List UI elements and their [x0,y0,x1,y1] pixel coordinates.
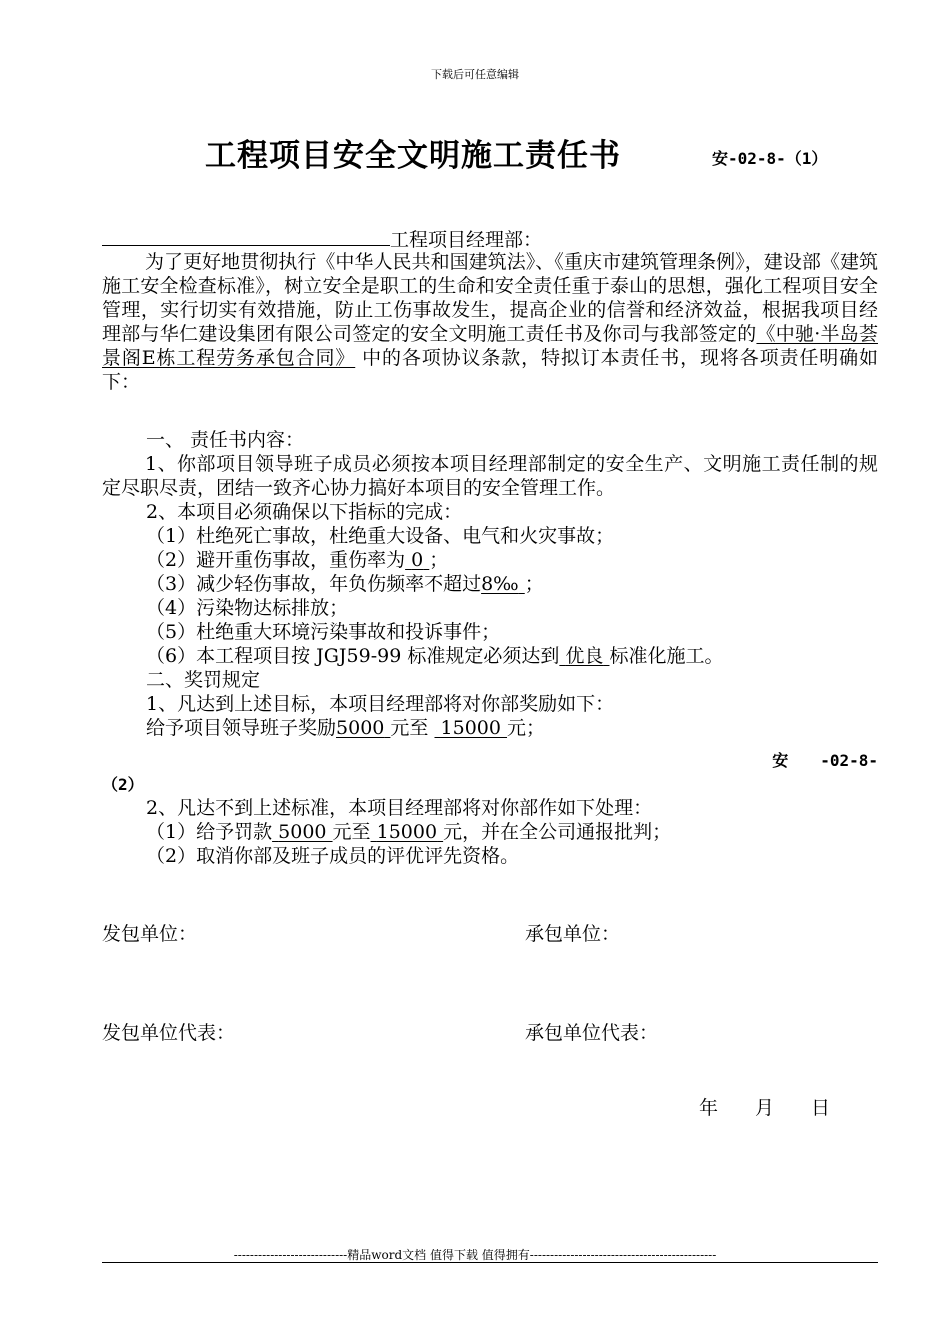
intro-text-1: 为了更好地贯彻执行《中华人民共和国建筑法》、《重庆市建筑管理条例》，建设部《建筑施工安全检查标准》，树立安全是职工的生命和安全责任重于泰山的思想，强化工程项目安全管理，实行切实有效措施，防止工伤事故发生，提高企业的信誉和经济效益，根据我项目经理部与华仁建设集团有限公司签定的安全文明施工责任书及你司与我部签定的 [102,251,878,345]
reward-end: 元； [507,717,546,739]
employer-rep-label: 发包单位代表： [102,1022,236,1044]
reward-amount [146,716,545,740]
penalty-max: 15000 [376,821,438,843]
penalty-label: （1）给予罚款 [146,821,273,843]
reward-label: 给予项目领导班子奖励 [146,717,337,739]
target-6 [146,644,723,668]
intro-paragraph [102,250,878,394]
contractor-rep-label: 承包单位代表： [525,1022,659,1044]
contractor-label: 承包单位： [525,923,621,945]
reward-mid: 元至 [390,717,429,739]
footer-rule [102,1262,878,1263]
target-3 [146,572,544,596]
section1-item2: 2、本项目必须确保以下指标的完成： [146,501,463,523]
target-4: （4）污染物达标排放； [146,597,349,619]
target-2 [146,548,448,572]
date-day: 日 [811,1097,831,1119]
addressee-blank [102,226,390,246]
penalty-1 [146,820,671,844]
reward-max: 15000 [440,717,501,739]
target-6-label: （6）本工程项目按 JGJ59-99 标准规定必须达到 [146,645,560,667]
addressee: 工程项目经理部： [390,229,543,251]
target-2-end: ； [429,549,449,571]
reward-1: 1、凡达到上述目标，本项目经理部将对你部奖励如下： [146,693,615,715]
header-note: 下载后可任意编辑 [431,68,519,81]
target-6-end: 标准化施工。 [609,645,724,667]
target-2-value: 0 [411,549,424,571]
intro-text-2: 中的各项协议条款，特拟订本责任书，现将各项责任明确如下： [102,347,878,393]
section2-heading: 二、奖罚规定 [146,669,261,691]
penalty-mid: 元至 [332,821,371,843]
target-3-end: ； [524,573,544,595]
target-6-value: 优良 [565,645,604,667]
document-code: 安-02-8-（1） [712,149,828,168]
footer-text: ----------------------------精品word文档 值得下载 值得拥有---------------------------------------------- [233,1248,717,1262]
target-3-value: 8‰ [481,573,519,595]
target-5: （5）杜绝重大环境污染事故和投诉事件； [146,621,501,643]
target-2-label: （2）避开重伤事故，重伤率为 [146,549,406,571]
document-title: 工程项目安全文明施工责任书 [205,138,621,174]
penalty-intro: 2、凡达不到上述标准，本项目经理部将对你部作如下处理： [146,797,653,819]
employer-label: 发包单位： [102,923,198,945]
section1-item1: 1、你部项目领导班子成员必须按本项目经理部制定的安全生产、文明施工责任制的规定尽职尽责，团结一致齐心协力搞好本项目的安全管理工作。 [102,453,878,499]
section1-heading: 一、 责任书内容： [146,429,305,451]
reward-min: 5000 [336,717,385,739]
date-month: 月 [755,1097,775,1119]
document-code-2a: 安 -02-8- [772,751,878,770]
addressee-line [102,226,542,252]
target-1: （1）杜绝死亡事故，杜绝重大设备、电气和火灾事故； [146,525,615,547]
penalty-2: （2）取消你部及班子成员的评优评先资格。 [146,845,520,867]
date-year: 年 [699,1097,719,1119]
penalty-min: 5000 [278,821,327,843]
penalty-end: 元，并在全公司通报批判； [443,821,672,843]
contract-name: 《中驰·半岛荟景阁E栋工程劳务承包合同》 [102,323,878,369]
target-3-label: （3）减少轻伤事故，年负伤频率不超过 [146,573,482,595]
document-code-2b: （2） [102,775,144,794]
